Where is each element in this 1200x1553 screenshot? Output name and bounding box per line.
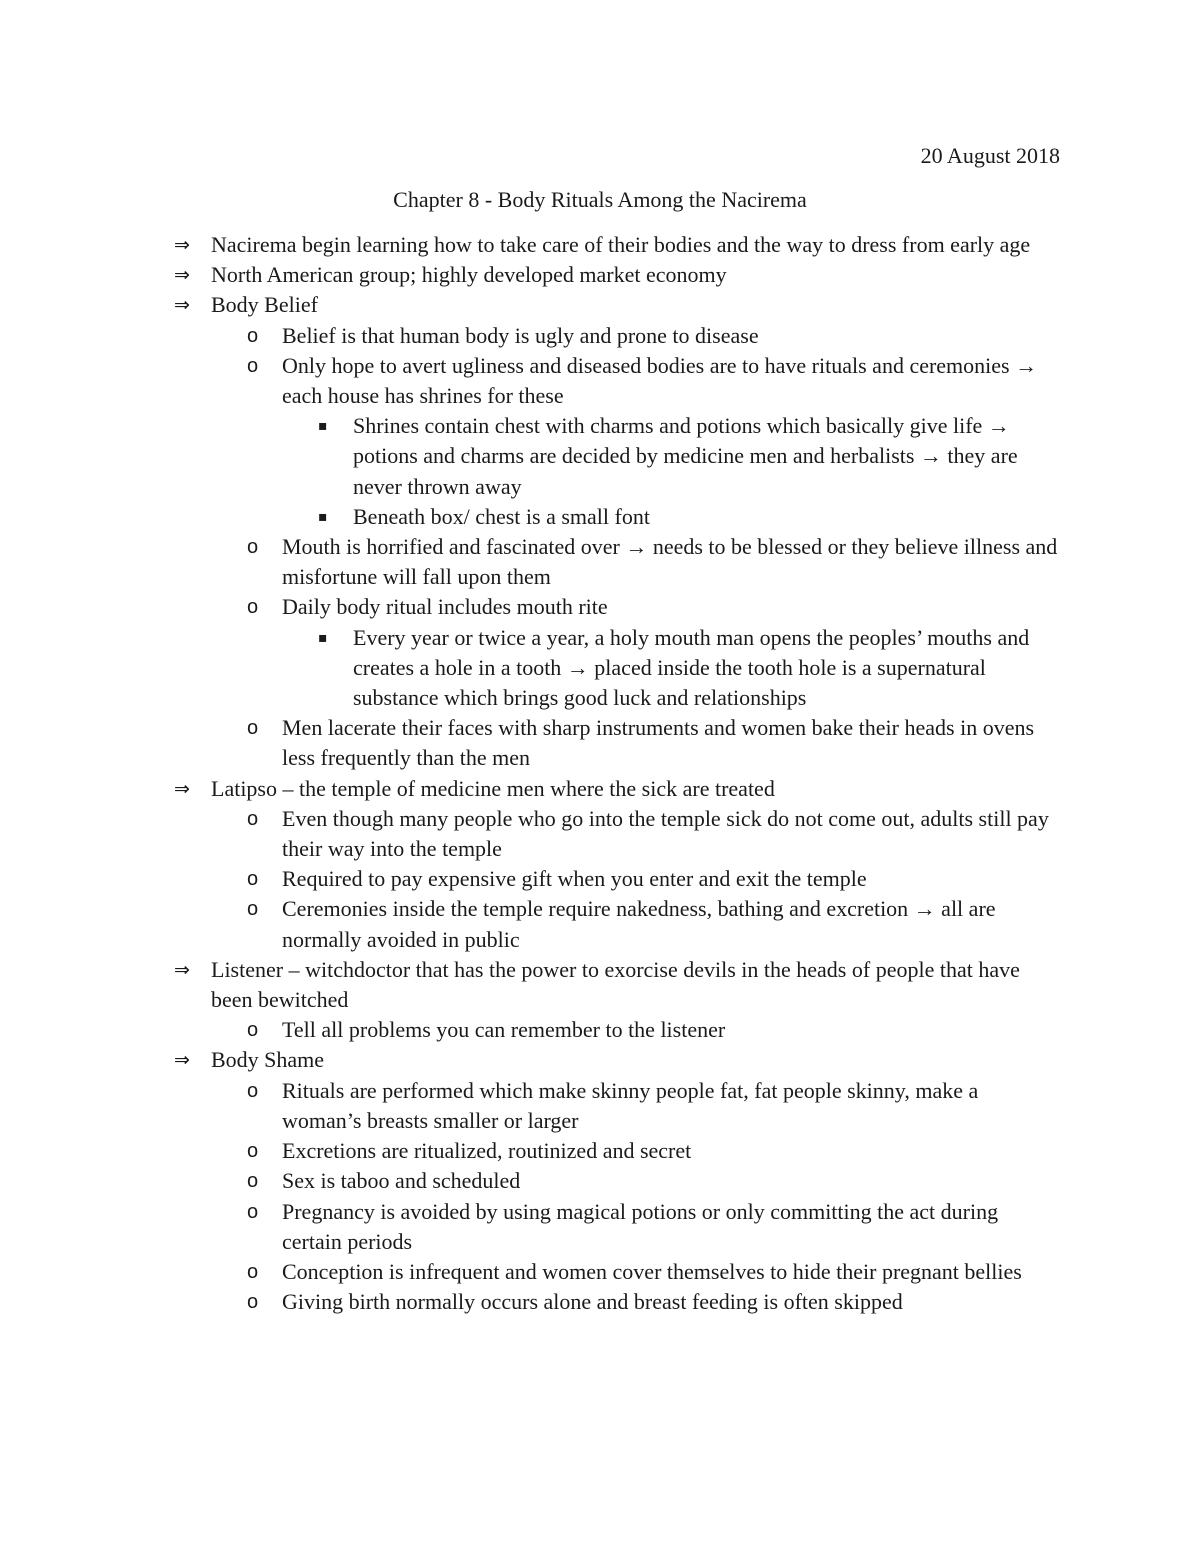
- note-item-level2: [0, 532, 1062, 592]
- note-text: Daily body ritual includes mouth rite: [282, 594, 608, 620]
- note-item-level2: [0, 1076, 1062, 1136]
- circle-bullet-icon: o: [247, 354, 259, 377]
- note-text: Even though many people who go into the temple sick do not come out, adults still pay their way into the temple: [282, 805, 1049, 862]
- note-item-level3: [0, 411, 1063, 502]
- circle-bullet-icon: o: [247, 596, 259, 619]
- square-bullet-icon: ▪: [318, 418, 328, 435]
- note-item-level3: [0, 623, 1063, 714]
- note-item-level1: [0, 290, 1061, 320]
- note-text: Every year or twice a year, a holy mouth man opens the peoples’ mouths and creates a hole in a tooth → placed inside the tooth hole is a supernatural substance which brings good luck and relationships: [353, 624, 1030, 711]
- square-bullet-icon: ▪: [318, 508, 328, 525]
- note-item-level2: [0, 592, 1062, 622]
- note-text: Sex is taboo and scheduled: [282, 1168, 521, 1194]
- note-item-level1: [0, 1045, 1061, 1075]
- arrow-bullet-icon: ⇒: [174, 234, 190, 256]
- circle-bullet-icon: o: [247, 868, 259, 891]
- square-bullet-icon: ▪: [318, 629, 328, 646]
- circle-bullet-icon: o: [247, 1260, 259, 1283]
- arrow-bullet-icon: ⇒: [174, 294, 190, 317]
- note-item-level3: [0, 502, 1063, 532]
- note-text: Body Shame: [211, 1047, 325, 1073]
- note-item-level1: [0, 230, 1061, 260]
- note-item-level2: [0, 1166, 1062, 1196]
- notes-list: [0, 230, 1200, 1317]
- note-item-level2: [0, 1015, 1062, 1045]
- arrow-bullet-icon: ⇒: [174, 264, 190, 287]
- note-text: Conception is infrequent and women cover themselves to hide their pregnant bellies: [282, 1258, 1022, 1284]
- document-date: 20 August 2018: [920, 143, 1060, 168]
- note-item-level1: [0, 774, 1061, 804]
- note-text: Mouth is horrified and fascinated over → needs to be blessed or they believe illness and misfortune will fall upon them: [282, 534, 1058, 590]
- note-text: North American group; highly developed market economy: [211, 262, 727, 288]
- note-text: Nacirema begin learning how to take care of their bodies and the way to dress from early age: [211, 232, 1031, 257]
- note-text: Pregnancy is avoided by using magical potions or only committing the act during certain periods: [282, 1198, 999, 1254]
- note-text: Required to pay expensive gift when you enter and exit the temple: [282, 866, 867, 892]
- note-item-level2: [0, 321, 1062, 351]
- note-item-level2: [0, 713, 1062, 773]
- note-text: Giving birth normally occurs alone and breast feeding is often skipped: [282, 1289, 903, 1315]
- note-item-level2: [0, 1136, 1062, 1166]
- circle-bullet-icon: o: [247, 1140, 259, 1163]
- circle-bullet-icon: o: [247, 536, 259, 559]
- arrow-bullet-icon: ⇒: [174, 777, 190, 800]
- circle-bullet-icon: o: [247, 807, 259, 830]
- note-item-level2: [0, 1197, 1062, 1257]
- arrow-bullet-icon: ⇒: [174, 958, 190, 981]
- note-text: Excretions are ritualized, routinized and secret: [282, 1138, 692, 1164]
- circle-bullet-icon: o: [247, 1079, 259, 1102]
- note-text: Latipso – the temple of medicine men where the sick are treated: [211, 775, 775, 801]
- note-text: Body Belief: [211, 292, 318, 318]
- note-item-level2: [0, 1257, 1062, 1287]
- document-title: Chapter 8 - Body Rituals Among the Nacirema: [393, 187, 807, 212]
- note-item-level1: [0, 955, 1061, 1015]
- note-text: Belief is that human body is ugly and prone to disease: [282, 322, 759, 348]
- note-item-level2: [0, 351, 1062, 411]
- note-text: Ceremonies inside the temple require nakedness, bathing and excretion → all are normally avoided in public: [282, 896, 996, 952]
- circle-bullet-icon: o: [247, 1170, 259, 1193]
- note-item-level2: [0, 1287, 1062, 1317]
- circle-bullet-icon: o: [247, 717, 259, 740]
- note-text: Tell all problems you can remember to the listener: [282, 1017, 726, 1043]
- note-text: Rituals are performed which make skinny people fat, fat people skinny, make a woman’s breasts smaller or larger: [282, 1077, 979, 1133]
- circle-bullet-icon: o: [247, 1019, 259, 1042]
- note-item-level2: [0, 894, 1062, 954]
- circle-bullet-icon: o: [247, 898, 259, 921]
- circle-bullet-icon: o: [247, 1291, 259, 1314]
- note-text: Men lacerate their faces with sharp instruments and women bake their heads in ovens less frequently than the men: [282, 715, 1035, 771]
- note-text: Listener – witchdoctor that has the power to exorcise devils in the heads of people that have been bewitched: [211, 956, 1020, 1013]
- note-item-level1: [0, 260, 1061, 290]
- circle-bullet-icon: o: [247, 324, 259, 347]
- note-text: Beneath box/ chest is a small font: [353, 503, 650, 529]
- note-text: Only hope to avert ugliness and diseased bodies are to have rituals and ceremonies → each house has shrines for these: [282, 352, 1038, 409]
- circle-bullet-icon: o: [247, 1200, 259, 1223]
- note-item-level2: [0, 804, 1062, 864]
- arrow-bullet-icon: ⇒: [174, 1049, 190, 1072]
- note-text: Shrines contain chest with charms and potions which basically give life → potions and charms are decided by medicine men and herbalists → they are never thrown away: [353, 413, 1018, 499]
- note-item-level2: [0, 864, 1062, 894]
